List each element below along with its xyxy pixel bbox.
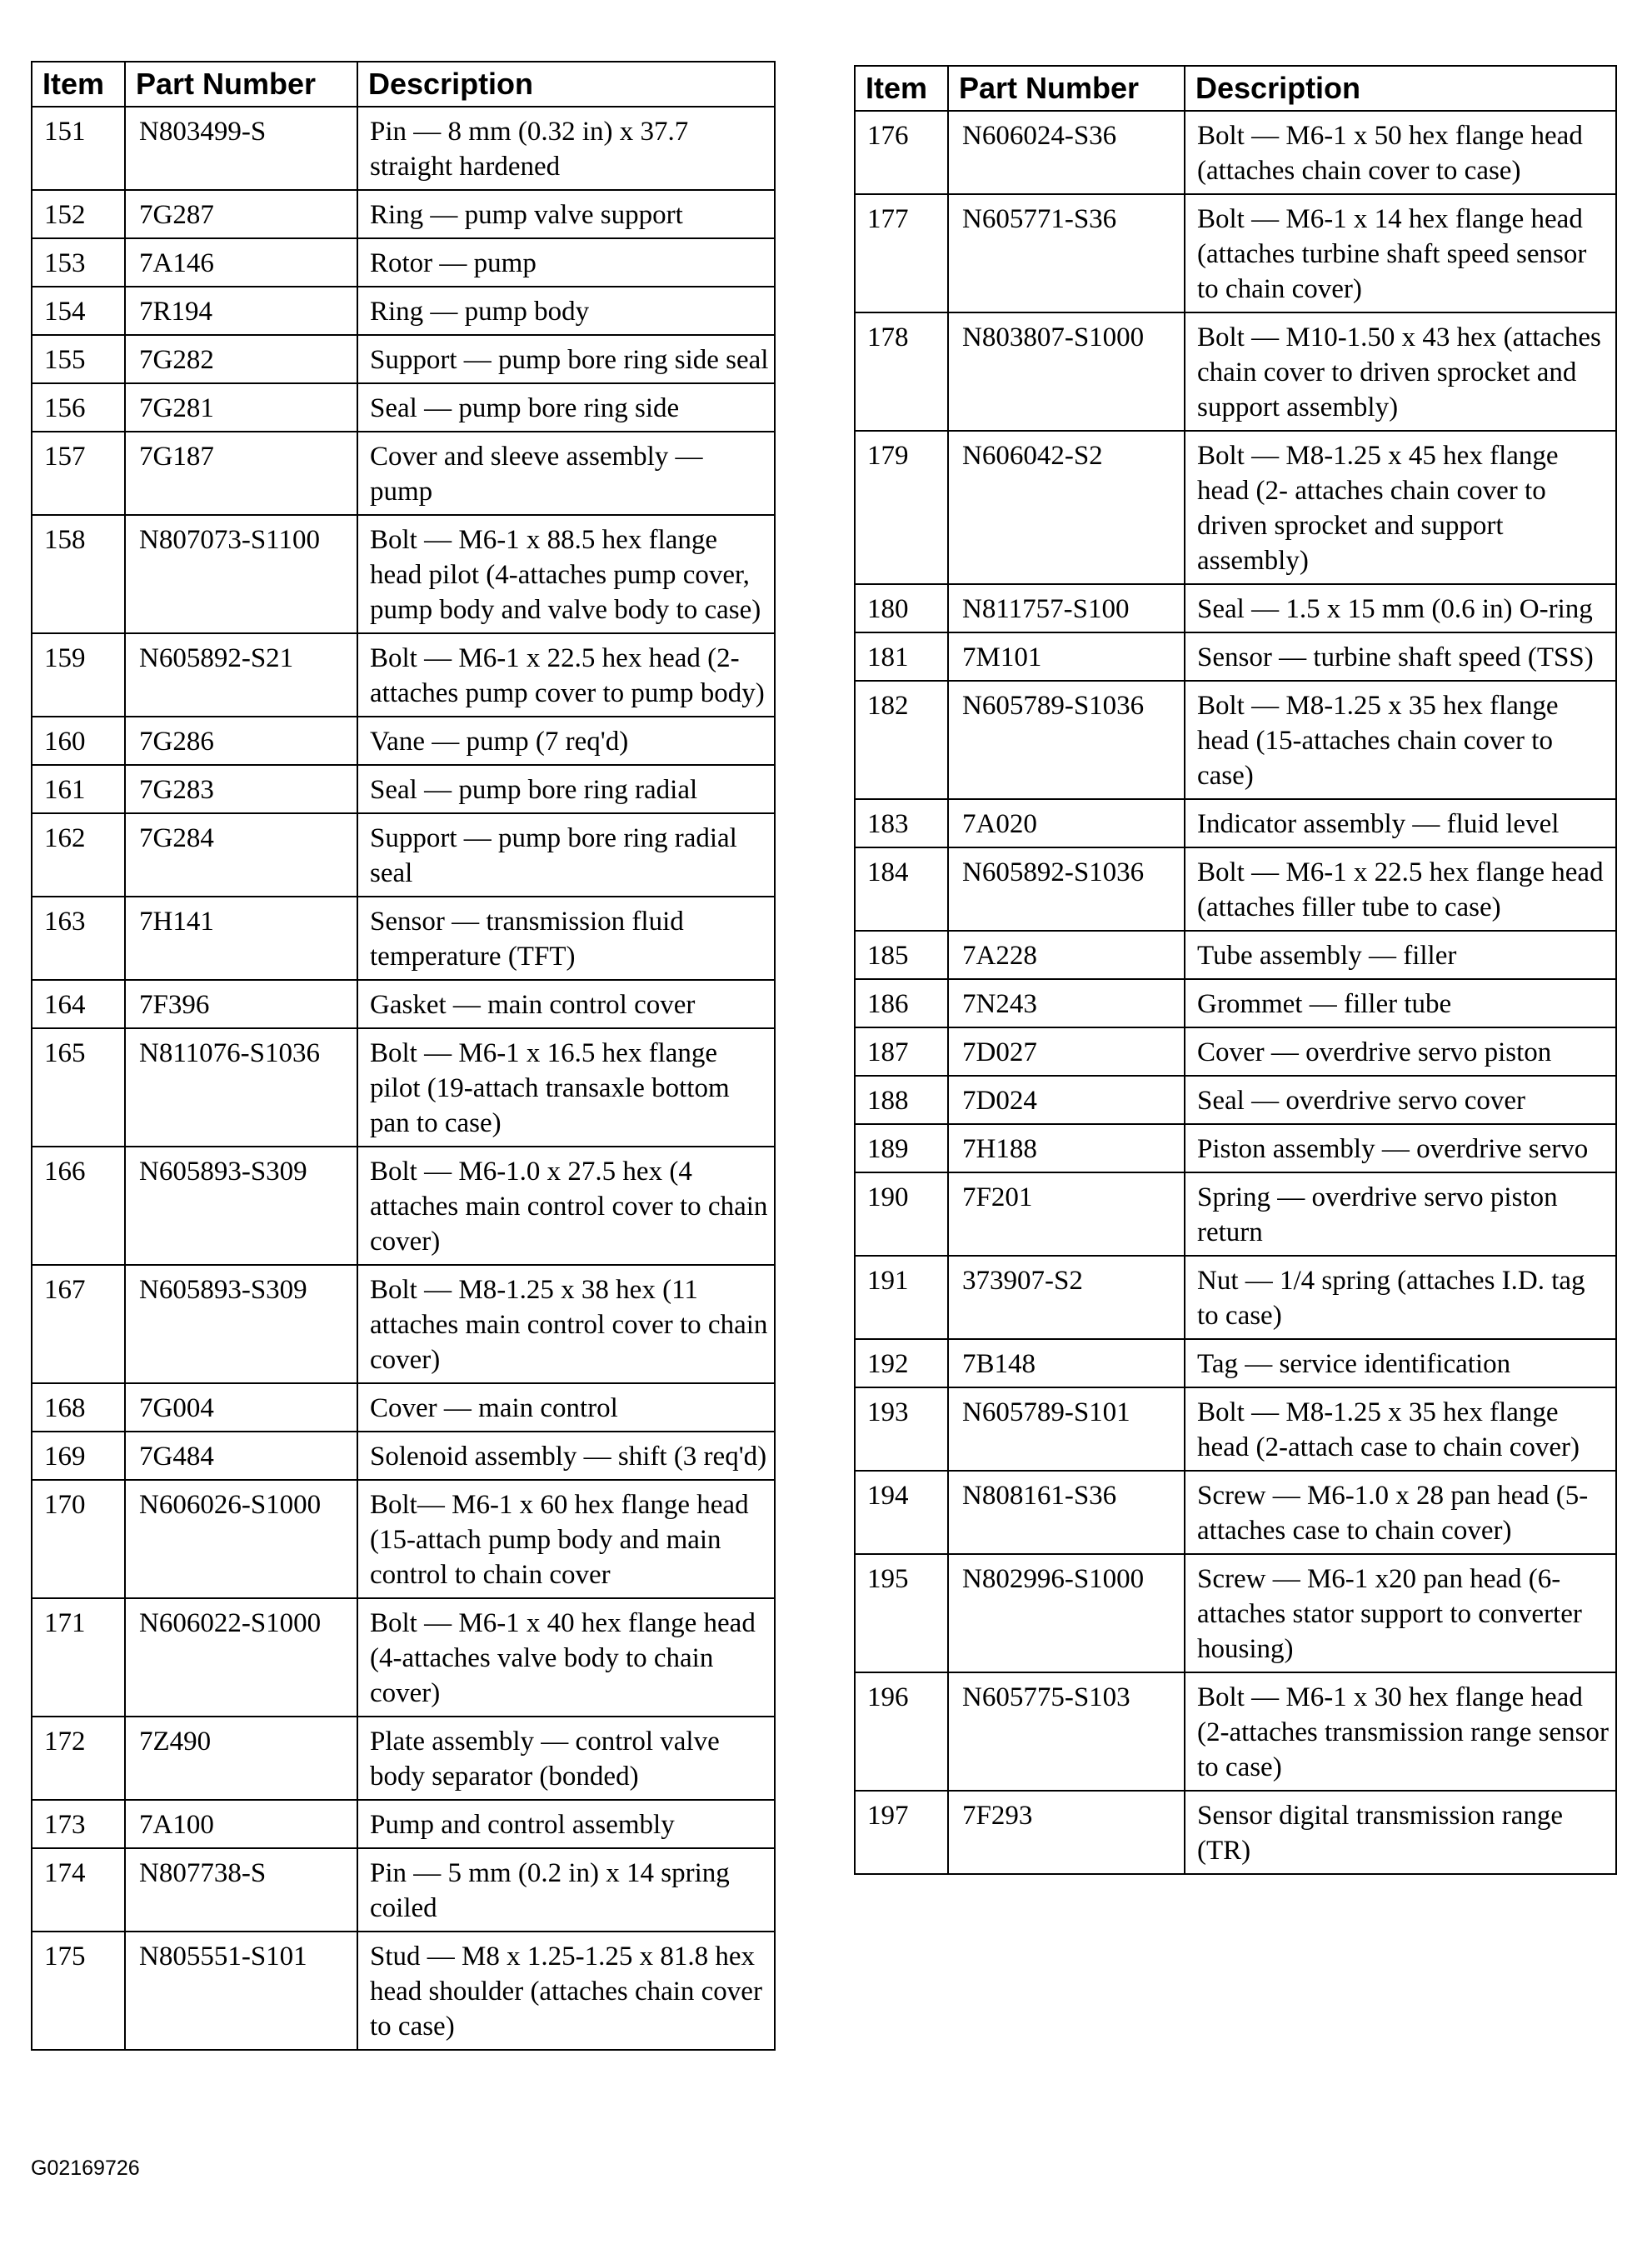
part-number-cell: N605771-S36 (948, 194, 1185, 312)
table-row (32, 238, 775, 287)
table-row (855, 632, 1616, 681)
description-cell: Vane — pump (7 req'd) (357, 717, 775, 765)
description-cell: Pump and control assembly (357, 1800, 775, 1848)
item-number-cell: 168 (32, 1383, 125, 1432)
part-number-cell: N807738-S (125, 1848, 357, 1932)
header-part-number: Part Number (948, 66, 1185, 111)
item-number-cell: 174 (32, 1848, 125, 1932)
part-number-cell: 7G286 (125, 717, 357, 765)
description-cell: Grommet — filler tube (1185, 979, 1616, 1027)
item-number-cell: 181 (855, 632, 948, 681)
table-row (32, 1265, 775, 1383)
table-row (855, 584, 1616, 632)
table-row (32, 1800, 775, 1848)
table-row (855, 1124, 1616, 1172)
description-cell: Plate assembly — control valve body separator (bonded) (357, 1717, 775, 1800)
item-number-cell: 152 (32, 190, 125, 238)
item-number-cell: 170 (32, 1480, 125, 1598)
header-item: Item (32, 62, 125, 107)
table-row (855, 1672, 1616, 1791)
description-cell: Sensor — turbine shaft speed (TSS) (1185, 632, 1616, 681)
part-number-cell: 7G281 (125, 383, 357, 432)
description-cell: Bolt — M6-1 x 22.5 hex head (2-attaches pump cover to pump body) (357, 633, 775, 717)
part-number-cell: 7G004 (125, 1383, 357, 1432)
table-row (855, 1791, 1616, 1874)
part-number-cell: 7H188 (948, 1124, 1185, 1172)
table-row (855, 847, 1616, 931)
table-row (855, 1027, 1616, 1076)
description-cell: Bolt — M6-1 x 14 hex flange head (attaches turbine shaft speed sensor to chain cover) (1185, 194, 1616, 312)
part-number-cell: 7G282 (125, 335, 357, 383)
part-number-cell: 7A020 (948, 799, 1185, 847)
table-row (855, 681, 1616, 799)
item-number-cell: 190 (855, 1172, 948, 1256)
table-row (32, 1383, 775, 1432)
item-number-cell: 156 (32, 383, 125, 432)
description-cell: Rotor — pump (357, 238, 775, 287)
description-cell: Bolt — M6-1 x 16.5 hex flange pilot (19-attach transaxle bottom pan to case) (357, 1028, 775, 1147)
part-number-cell: 7N243 (948, 979, 1185, 1027)
table-row (32, 1848, 775, 1932)
description-cell: Piston assembly — overdrive servo (1185, 1124, 1616, 1172)
description-cell: Seal — 1.5 x 15 mm (0.6 in) O-ring (1185, 584, 1616, 632)
table-row (32, 335, 775, 383)
part-number-cell: N605892-S1036 (948, 847, 1185, 931)
table-row (32, 287, 775, 335)
part-number-cell: N606042-S2 (948, 431, 1185, 584)
part-number-cell: 7F293 (948, 1791, 1185, 1874)
description-cell: Cover — main control (357, 1383, 775, 1432)
description-cell: Cover — overdrive servo piston (1185, 1027, 1616, 1076)
item-number-cell: 178 (855, 312, 948, 431)
item-number-cell: 175 (32, 1932, 125, 2050)
description-cell: Support — pump bore ring radial seal (357, 813, 775, 897)
description-cell: Seal — pump bore ring side (357, 383, 775, 432)
description-cell: Bolt — M10-1.50 x 43 hex (attaches chain cover to driven sprocket and support assembly) (1185, 312, 1616, 431)
item-number-cell: 160 (32, 717, 125, 765)
item-number-cell: 180 (855, 584, 948, 632)
header-item: Item (855, 66, 948, 111)
header-part-number: Part Number (125, 62, 357, 107)
item-number-cell: 191 (855, 1256, 948, 1339)
table-row (32, 1028, 775, 1147)
part-number-cell: 7A228 (948, 931, 1185, 979)
part-number-cell: 7F396 (125, 980, 357, 1028)
item-number-cell: 193 (855, 1387, 948, 1471)
item-number-cell: 158 (32, 515, 125, 633)
part-number-cell: 373907-S2 (948, 1256, 1185, 1339)
item-number-cell: 186 (855, 979, 948, 1027)
description-cell: Pin — 5 mm (0.2 in) x 14 spring coiled (357, 1848, 775, 1932)
description-cell: Tag — service identification (1185, 1339, 1616, 1387)
part-number-cell: 7D027 (948, 1027, 1185, 1076)
description-cell: Bolt — M8-1.25 x 35 hex flange head (15-attaches chain cover to case) (1185, 681, 1616, 799)
description-cell: Bolt — M6-1 x 30 hex flange head (2-attaches transmission range sensor to case) (1185, 1672, 1616, 1791)
description-cell: Bolt — M6-1 x 22.5 hex flange head (attaches filler tube to case) (1185, 847, 1616, 931)
description-cell: Bolt — M8-1.25 x 35 hex flange head (2-attach case to chain cover) (1185, 1387, 1616, 1471)
table-row (32, 1432, 775, 1480)
item-number-cell: 177 (855, 194, 948, 312)
table-row (855, 931, 1616, 979)
item-number-cell: 183 (855, 799, 948, 847)
item-number-cell: 185 (855, 931, 948, 979)
table-row (855, 1076, 1616, 1124)
description-cell: Screw — M6-1.0 x 28 pan head (5-attaches case to chain cover) (1185, 1471, 1616, 1554)
table-row (32, 107, 775, 190)
description-cell: Bolt — M6-1 x 40 hex flange head (4-attaches valve body to chain cover) (357, 1598, 775, 1717)
table-row (855, 799, 1616, 847)
part-number-cell: 7A100 (125, 1800, 357, 1848)
item-number-cell: 153 (32, 238, 125, 287)
description-cell: Bolt — M8-1.25 x 38 hex (11 attaches main control cover to chain cover) (357, 1265, 775, 1383)
part-number-cell: N605892-S21 (125, 633, 357, 717)
part-number-cell: N802996-S1000 (948, 1554, 1185, 1672)
table-row (855, 1256, 1616, 1339)
description-cell: Sensor digital transmission range (TR) (1185, 1791, 1616, 1874)
description-cell: Cover and sleeve assembly — pump (357, 432, 775, 515)
part-number-cell: 7D024 (948, 1076, 1185, 1124)
description-cell: Spring — overdrive servo piston return (1185, 1172, 1616, 1256)
description-cell: Gasket — main control cover (357, 980, 775, 1028)
header-description: Description (1185, 66, 1616, 111)
description-cell: Seal — overdrive servo cover (1185, 1076, 1616, 1124)
part-number-cell: N605775-S103 (948, 1672, 1185, 1791)
description-cell: Sensor — transmission fluid temperature (TFT) (357, 897, 775, 980)
part-number-cell: N807073-S1100 (125, 515, 357, 633)
part-number-cell: N605893-S309 (125, 1147, 357, 1265)
table-row (32, 717, 775, 765)
table-row (32, 980, 775, 1028)
item-number-cell: 179 (855, 431, 948, 584)
item-number-cell: 197 (855, 1791, 948, 1874)
item-number-cell: 161 (32, 765, 125, 813)
part-number-cell: 7G283 (125, 765, 357, 813)
table-row (32, 1932, 775, 2050)
table-row (855, 1471, 1616, 1554)
description-cell: Nut — 1/4 spring (attaches I.D. tag to case) (1185, 1256, 1616, 1339)
item-number-cell: 159 (32, 633, 125, 717)
table-row (32, 633, 775, 717)
part-number-cell: 7G187 (125, 432, 357, 515)
description-cell: Bolt — M8-1.25 x 45 hex flange head (2- attaches chain cover to driven sprocket and support assembly) (1185, 431, 1616, 584)
table-row (855, 1554, 1616, 1672)
part-number-cell: N606022-S1000 (125, 1598, 357, 1717)
item-number-cell: 167 (32, 1265, 125, 1383)
parts-table-left (31, 61, 776, 2051)
figure-id: G02169726 (31, 2157, 140, 2180)
item-number-cell: 195 (855, 1554, 948, 1672)
description-cell: Bolt — M6-1 x 88.5 hex flange head pilot (4-attaches pump cover, pump body and valve body to case) (357, 515, 775, 633)
item-number-cell: 157 (32, 432, 125, 515)
part-number-cell: 7R194 (125, 287, 357, 335)
table-row (32, 765, 775, 813)
part-number-cell: N605789-S101 (948, 1387, 1185, 1471)
item-number-cell: 184 (855, 847, 948, 931)
item-number-cell: 155 (32, 335, 125, 383)
item-number-cell: 169 (32, 1432, 125, 1480)
part-number-cell: N606024-S36 (948, 111, 1185, 194)
table-row (855, 1172, 1616, 1256)
description-cell: Screw — M6-1 x20 pan head (6-attaches stator support to converter housing) (1185, 1554, 1616, 1672)
item-number-cell: 154 (32, 287, 125, 335)
part-number-cell: N803499-S (125, 107, 357, 190)
item-number-cell: 171 (32, 1598, 125, 1717)
table-row (855, 979, 1616, 1027)
description-cell: Solenoid assembly — shift (3 req'd) (357, 1432, 775, 1480)
description-cell: Pin — 8 mm (0.32 in) x 37.7 straight hardened (357, 107, 775, 190)
part-number-cell: 7B148 (948, 1339, 1185, 1387)
item-number-cell: 163 (32, 897, 125, 980)
part-number-cell: N805551-S101 (125, 1932, 357, 2050)
item-number-cell: 164 (32, 980, 125, 1028)
part-number-cell: N803807-S1000 (948, 312, 1185, 431)
header-row (855, 66, 1616, 111)
part-number-cell: 7M101 (948, 632, 1185, 681)
part-number-cell: N811757-S100 (948, 584, 1185, 632)
table-row (32, 432, 775, 515)
part-number-cell: 7H141 (125, 897, 357, 980)
item-number-cell: 173 (32, 1800, 125, 1848)
part-number-cell: 7F201 (948, 1172, 1185, 1256)
item-number-cell: 162 (32, 813, 125, 897)
description-cell: Support — pump bore ring side seal (357, 335, 775, 383)
item-number-cell: 187 (855, 1027, 948, 1076)
part-number-cell: N808161-S36 (948, 1471, 1185, 1554)
part-number-cell: N605893-S309 (125, 1265, 357, 1383)
table-row (32, 1598, 775, 1717)
item-number-cell: 192 (855, 1339, 948, 1387)
item-number-cell: 189 (855, 1124, 948, 1172)
item-number-cell: 151 (32, 107, 125, 190)
header-row (32, 62, 775, 107)
table-row (32, 1480, 775, 1598)
item-number-cell: 196 (855, 1672, 948, 1791)
description-cell: Bolt— M6-1 x 60 hex flange head (15-attach pump body and main control to chain cover (357, 1480, 775, 1598)
table-row (855, 312, 1616, 431)
description-cell: Stud — M8 x 1.25-1.25 x 81.8 hex head shoulder (attaches chain cover to case) (357, 1932, 775, 2050)
item-number-cell: 165 (32, 1028, 125, 1147)
part-number-cell: N605789-S1036 (948, 681, 1185, 799)
item-number-cell: 172 (32, 1717, 125, 1800)
part-number-cell: 7G287 (125, 190, 357, 238)
table-row (855, 1339, 1616, 1387)
table-row (855, 111, 1616, 194)
table-row (32, 897, 775, 980)
description-cell: Tube assembly — filler (1185, 931, 1616, 979)
item-number-cell: 182 (855, 681, 948, 799)
parts-table-right (854, 65, 1617, 1875)
table-row (32, 1717, 775, 1800)
description-cell: Ring — pump valve support (357, 190, 775, 238)
description-cell: Bolt — M6-1 x 50 hex flange head (attaches chain cover to case) (1185, 111, 1616, 194)
part-number-cell: 7G484 (125, 1432, 357, 1480)
table-row (855, 194, 1616, 312)
header-description: Description (357, 62, 775, 107)
description-cell: Ring — pump body (357, 287, 775, 335)
table-row (32, 190, 775, 238)
item-number-cell: 194 (855, 1471, 948, 1554)
table-row (32, 383, 775, 432)
table-row (32, 515, 775, 633)
part-number-cell: 7Z490 (125, 1717, 357, 1800)
item-number-cell: 188 (855, 1076, 948, 1124)
part-number-cell: 7A146 (125, 238, 357, 287)
table-row (32, 1147, 775, 1265)
part-number-cell: N606026-S1000 (125, 1480, 357, 1598)
description-cell: Bolt — M6-1.0 x 27.5 hex (4 attaches main control cover to chain cover) (357, 1147, 775, 1265)
part-number-cell: 7G284 (125, 813, 357, 897)
item-number-cell: 166 (32, 1147, 125, 1265)
table-row (32, 813, 775, 897)
table-row (855, 1387, 1616, 1471)
item-number-cell: 176 (855, 111, 948, 194)
part-number-cell: N811076-S1036 (125, 1028, 357, 1147)
description-cell: Indicator assembly — fluid level (1185, 799, 1616, 847)
table-row (855, 431, 1616, 584)
description-cell: Seal — pump bore ring radial (357, 765, 775, 813)
